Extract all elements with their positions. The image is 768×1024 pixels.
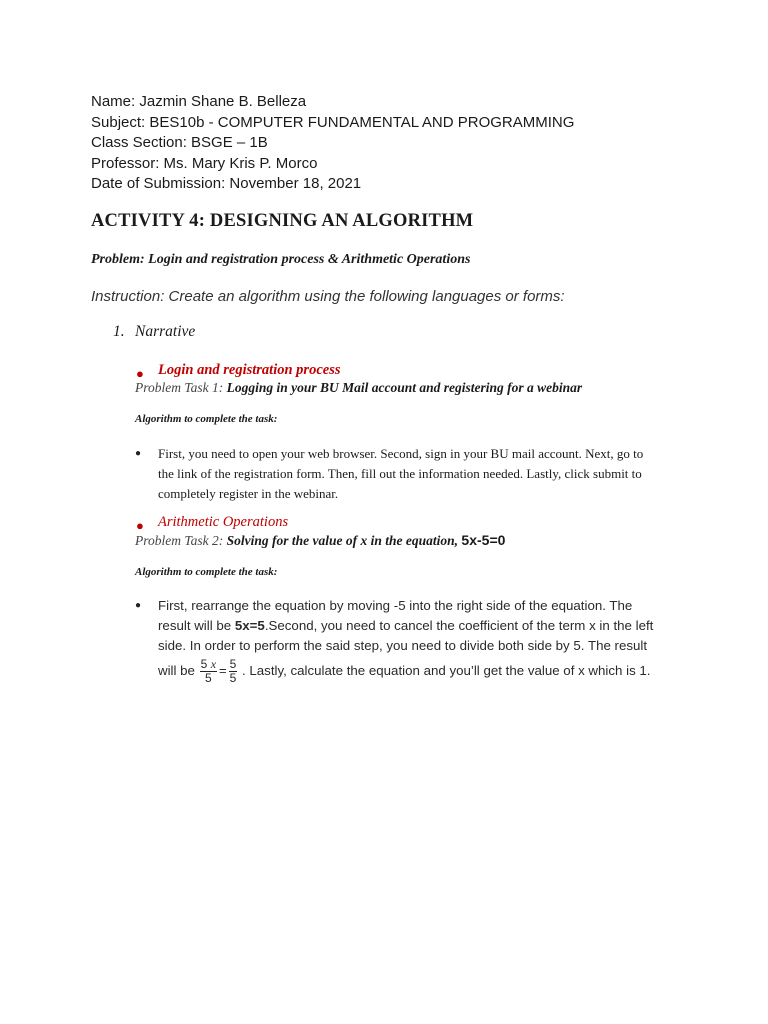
fraction-right-numerator: 5 (229, 657, 237, 671)
subject: Subject: BES10b - COMPUTER FUNDAMENTAL AND PROGRAMMING (91, 113, 575, 131)
bullet-icon: ● (136, 366, 144, 381)
task2-algorithm (158, 596, 688, 685)
task2-heading: Arithmetic Operations (158, 514, 289, 530)
class-section: Class Section: BSGE – 1B (91, 134, 268, 151)
bullet-icon: ● (135, 600, 142, 611)
task2-title: Solving for the value of x in the equation, (226, 533, 462, 548)
task1-algo-label: Algorithm to complete the task: (135, 413, 278, 425)
student-name: Name: Jazmin Shane B. Belleza (91, 93, 307, 110)
task2-algo-label: Algorithm to complete the task: (135, 566, 278, 578)
fraction-left-numerator (200, 658, 217, 672)
task2-line-1: First, rearrange the equation by moving -5 into the right side of the equation. The (158, 598, 633, 613)
equals-sign: = (219, 663, 227, 679)
task1-line-1: First, you need to open your web browser. Second, sign in your BU mail account. Next, go to (158, 446, 644, 461)
task1-title: Logging in your BU Mail account and registering for a webinar (226, 380, 583, 395)
task2-equation: 5x-5=0 (461, 532, 506, 548)
task2-line (135, 532, 505, 549)
student-info (91, 92, 574, 195)
task1-line-2: the link of the registration form. Then, fill out the information needed. Lastly, click submit to (158, 466, 642, 481)
fraction-right (229, 658, 238, 685)
frac-left-coef: 5 (200, 657, 208, 671)
fraction-right-denominator: 5 (229, 671, 237, 685)
task2-line-4-post: . Lastly, calculate the equation and you’ll get the value of x which is 1. (238, 663, 651, 679)
frac-left-var: x (210, 657, 217, 671)
task2-line-4 (158, 658, 688, 685)
task1-line-3: completely register in the webinar. (158, 486, 339, 501)
problem-statement: Problem: Login and registration process & Arithmetic Operations (91, 252, 471, 267)
task2-line-2 (158, 616, 688, 636)
task1-line (135, 380, 582, 396)
fraction-left-denominator: 5 (204, 671, 212, 685)
task2-prefix: Problem Task 2: (135, 533, 227, 548)
task2-line-4-pre: will be (158, 663, 199, 679)
submission-date: Date of Submission: November 18, 2021 (91, 175, 362, 192)
section-label: Narrative (135, 323, 196, 340)
task2-line-2-post: .Second, you need to cancel the coefficient of the term x in the left (264, 618, 654, 633)
section-number: 1. (113, 323, 125, 340)
instruction: Instruction: Create an algorithm using the following languages or forms: (91, 288, 565, 305)
task2-line-3: side. In order to perform the said step, you need to divide both side by 5. The result (158, 638, 648, 653)
task2-line-2-pre: result will be (158, 618, 235, 633)
professor: Professor: Ms. Mary Kris P. Morco (91, 154, 318, 172)
bullet-icon: ● (135, 448, 142, 459)
task1-prefix: Problem Task 1: (135, 380, 227, 395)
activity-title: ACTIVITY 4: DESIGNING AN ALGORITHM (91, 211, 474, 231)
fraction-left (200, 658, 217, 685)
task1-heading: Login and registration process (158, 362, 341, 378)
task1-algorithm (158, 444, 688, 504)
bullet-icon: ● (136, 518, 144, 533)
task2-result-equation: 5x=5 (234, 618, 265, 633)
